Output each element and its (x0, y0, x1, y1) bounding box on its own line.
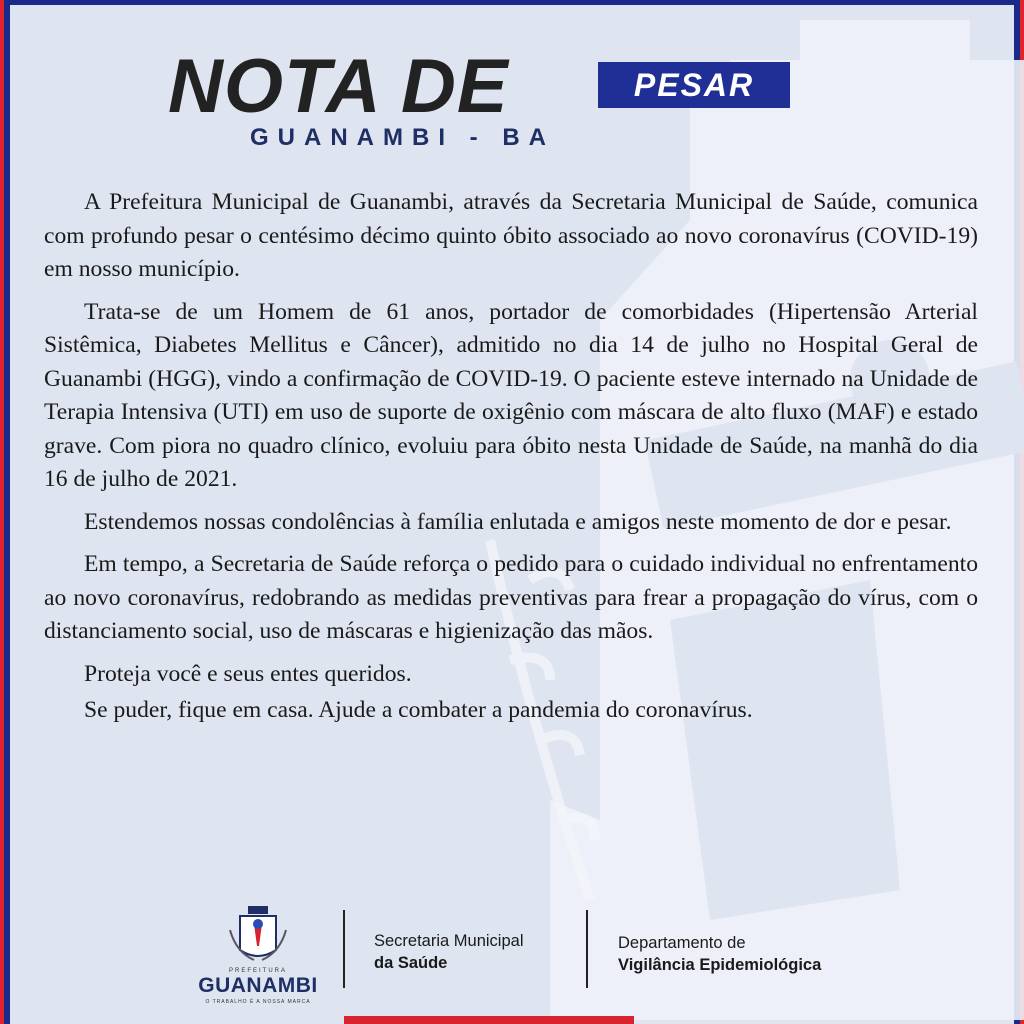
municipal-crest-icon (196, 900, 320, 966)
divider (586, 910, 588, 988)
left-border (0, 0, 10, 1024)
divider (343, 910, 345, 988)
paragraph: A Prefeitura Municipal de Guanambi, através da Secretaria Municipal de Saúde, comunica com profundo pesar o centésimo décimo quinto óbito associado ao novo coronavírus (COVID-19) em nosso município. (44, 189, 978, 282)
page-title: NOTA DE (168, 44, 509, 129)
paragraph: Em tempo, a Secretaria de Saúde reforça o pedido para o cuidado individual no enfrentamento ao novo coronavírus, redobrando as medidas preventivas para frear a propagação do vírus, com o distanciamento social, uso de máscaras e higienização das mãos. (44, 551, 978, 644)
footer (0, 900, 1024, 1010)
prefeitura-logo (196, 900, 320, 1005)
logo-top-text: PREFEITURA (228, 968, 287, 974)
secretaria-line2: da Saúde (374, 954, 448, 972)
note-body (44, 186, 978, 737)
paragraph: Se puder, fique em casa. Ajude a combater a pandemia do coronavírus. (84, 697, 753, 723)
secretaria-block (374, 930, 523, 974)
paragraph: Proteja você e seus entes queridos. (84, 660, 412, 687)
top-border (0, 0, 1024, 5)
secretaria-line1: Secretaria Municipal (374, 932, 524, 950)
title-badge: PESAR (598, 62, 790, 108)
paragraph: Estendemos nossas condolências à família enlutada e amigos neste momento de dor e pesar. (84, 508, 952, 535)
departamento-block (618, 932, 821, 976)
bottom-accent-bar (344, 1016, 634, 1024)
departamento-line1: Departamento de (618, 934, 746, 952)
logo-slogan: O TRABALHO É A NOSSA MARCA (205, 999, 311, 1005)
logo-name: GUANAMBI (198, 974, 318, 997)
paragraph: Trata-se de um Homem de 61 anos, portador de comorbidades (Hipertensão Arterial Sistêmica, Diabetes Mellitus e Câncer), admitido no dia 14 de julho no Hospital Geral de Guanambi (HGG), vindo a confirmação de COVID-19. O paciente esteve internado na Unidade de Terapia Intensiva (UTI) em uso de suporte de oxigênio com máscara de alto fluxo (MAF) e estado grave. Com piora no quadro clínico, evoluiu para óbito nesta Unidade de Saúde, na manhã do dia 16 de julho de 2021. (44, 298, 978, 492)
header (168, 44, 808, 156)
page-subtitle: GUANAMBI - BA (250, 124, 555, 151)
departamento-line2: Vigilância Epidemiológica (618, 956, 822, 974)
